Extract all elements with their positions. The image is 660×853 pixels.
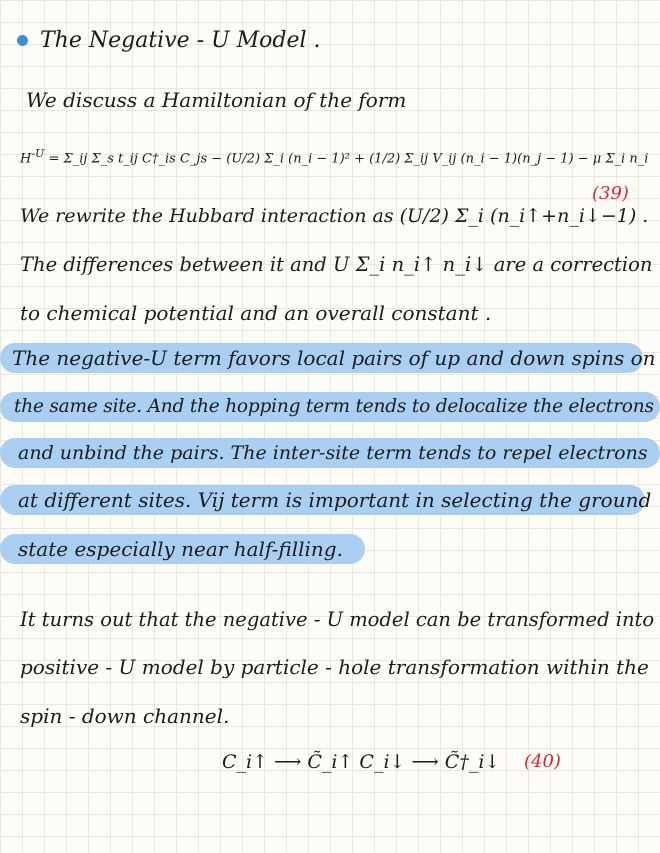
paragraph1-line1: We rewrite the Hubbard interaction as (U/2) Σ_i (n_i↑+n_i↓−1) . [20, 205, 649, 227]
section-title: The Negative - U Model . [40, 28, 321, 53]
hamiltonian-equation [20, 140, 648, 173]
paragraph2-line2: positive - U model by particle - hole transformation within the [20, 655, 649, 679]
hamiltonian-lhs: H [20, 151, 32, 167]
hamiltonian-rhs: = Σ_ij Σ_s t_ij C†_is C_js − (U/2) Σ_i (n_i − 1)² + (1/2) Σ_ij V_ij (n_i − 1)(n_j − 1) − μ Σ_i n_i [44, 151, 649, 167]
highlight-line4: at different sites. Vij term is important in selecting the ground [18, 488, 652, 512]
highlight-line2: the same site. And the hopping term tends to delocalize the electrons [14, 396, 654, 417]
highlight-line1: The negative-U term favors local pairs of up and down spins on [12, 346, 656, 370]
particle-hole-transform: C_i↑ ⟶ C̃_i↑ C_i↓ ⟶ C̃†_i↓ [222, 751, 501, 773]
highlight-line3: and unbind the pairs. The inter-site term tends to repel electrons [18, 442, 648, 464]
equation-number-39: (39) [592, 183, 629, 204]
paragraph2-line1: It turns out that the negative - U model can be transformed into [20, 608, 655, 631]
highlight-line5: state especially near half-filling. [18, 537, 343, 561]
hamiltonian-lhs-sup: -U [31, 147, 45, 160]
paragraph1-line2: The differences between it and U Σ_i n_i↑ n_i↓ are a correction [20, 253, 653, 276]
intro-line: We discuss a Hamiltonian of the form [26, 88, 407, 112]
paragraph2-line3: spin - down channel. [20, 704, 230, 728]
bullet-dot [17, 35, 28, 46]
paragraph1-line3: to chemical potential and an overall constant . [20, 301, 492, 325]
equation-number-40: (40) [524, 751, 561, 772]
